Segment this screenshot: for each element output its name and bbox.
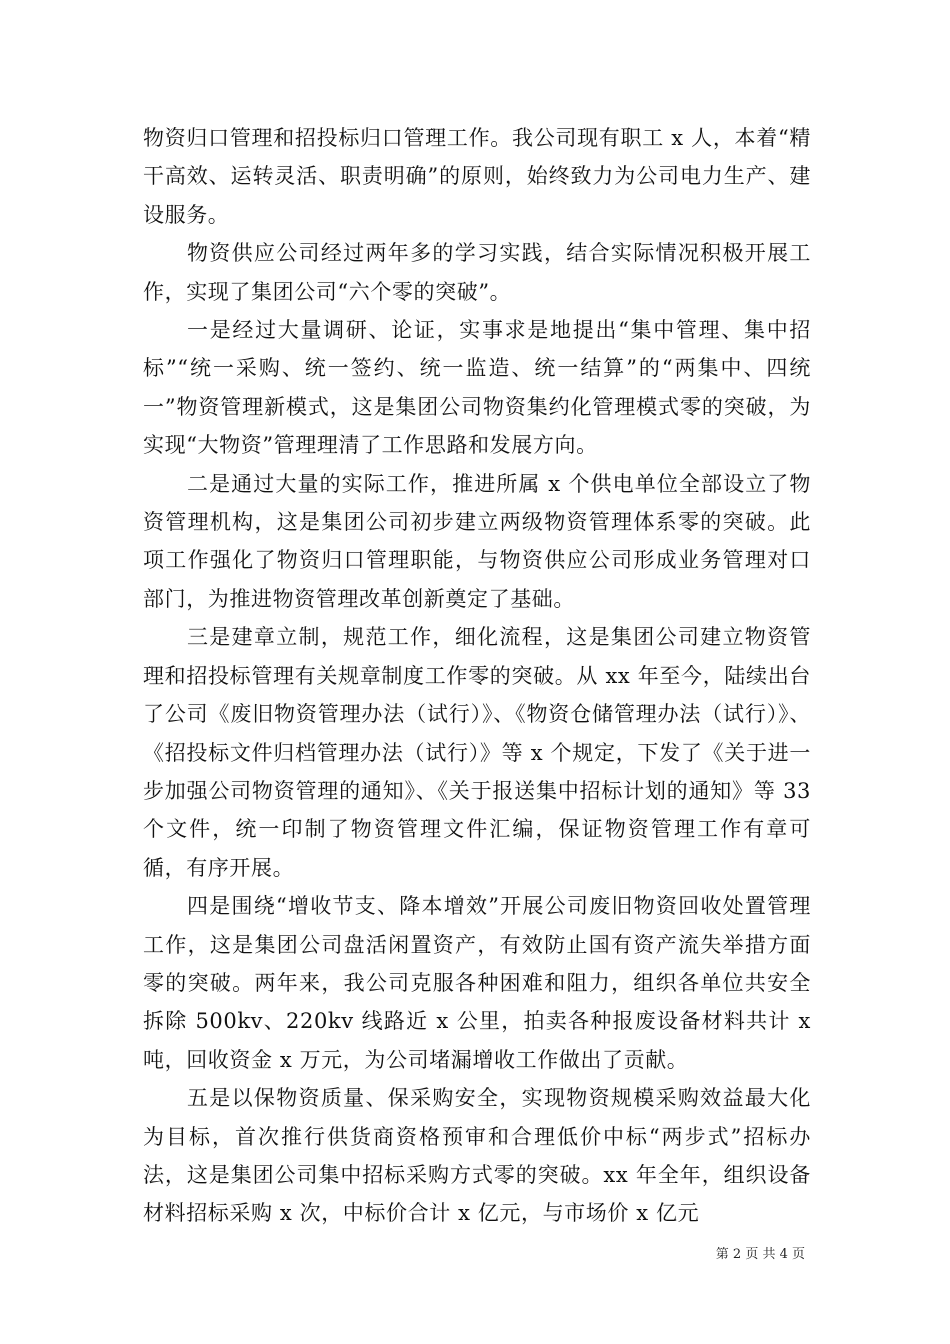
paragraph-fifth-breakthrough: 五是以保物资质量、保采购安全，实现物资规模采购效益最大化为目标，首次推行供货商资格预审和合理低价中标“两步式”招标办法，这是集团公司集中招标采购方式零的突破。xx 年全年，组织设备材料招标采购 x 次，中标价合计 x 亿元，与市场价 x 亿元	[143, 1086, 811, 1226]
paragraph-intro: 物资供应公司经过两年多的学习实践，结合实际情况积极开展工作，实现了集团公司“六个零的突破”。	[143, 241, 811, 304]
paragraph-continuation: 物资归口管理和招投标归口管理工作。我公司现有职工 x 人，本着“精干高效、运转灵活、职责明确”的原则，始终致力为公司电力生产、建设服务。	[143, 126, 811, 227]
paragraph-first-breakthrough: 一是经过大量调研、论证，实事求是地提出“集中管理、集中招标”“统一采购、统一签约、统一监造、统一结算”的“两集中、四统一”物资管理新模式，这是集团公司物资集约化管理模式零的突破，为实现“大物资”管理理清了工作思路和发展方向。	[143, 318, 811, 458]
document-body	[143, 119, 811, 1233]
paragraph-fourth-breakthrough: 四是围绕“增收节支、降本增效”开展公司废旧物资回收处置管理工作，这是集团公司盘活闲置资产，有效防止国有资产流失举措方面零的突破。两年来，我公司克服各种困难和阻力，组织各单位共安全拆除 500kv、220kv 线路近 x 公里，拍卖各种报废设备材料共计 x 吨，回收资金 x 万元，为公司堵漏增收工作做出了贡献。	[143, 894, 811, 1072]
paragraph-third-breakthrough: 三是建章立制，规范工作，细化流程，这是集团公司建立物资管理和招投标管理有关规章制度工作零的突破。从 xx 年至今，陆续出台了公司《废旧物资管理办法（试行）》、《物资仓储管理办法（试行）》、《招投标文件归档管理办法（试行）》等 x 个规定，下发了《关于进一步加强公司物资管理的通知》、《关于报送集中招标计划的通知》等 33 个文件，统一印制了物资管理文件汇编，保证物资管理工作有章可循，有序开展。	[143, 625, 811, 880]
page-number-footer: 第 2 页 共 4 页	[715, 1247, 805, 1262]
paragraph-second-breakthrough: 二是通过大量的实际工作，推进所属 x 个供电单位全部设立了物资管理机构，这是集团公司初步建立两级物资管理体系零的突破。此项工作强化了物资归口管理职能，与物资供应公司形成业务管理对口部门，为推进物资管理改革创新奠定了基础。	[143, 471, 811, 611]
